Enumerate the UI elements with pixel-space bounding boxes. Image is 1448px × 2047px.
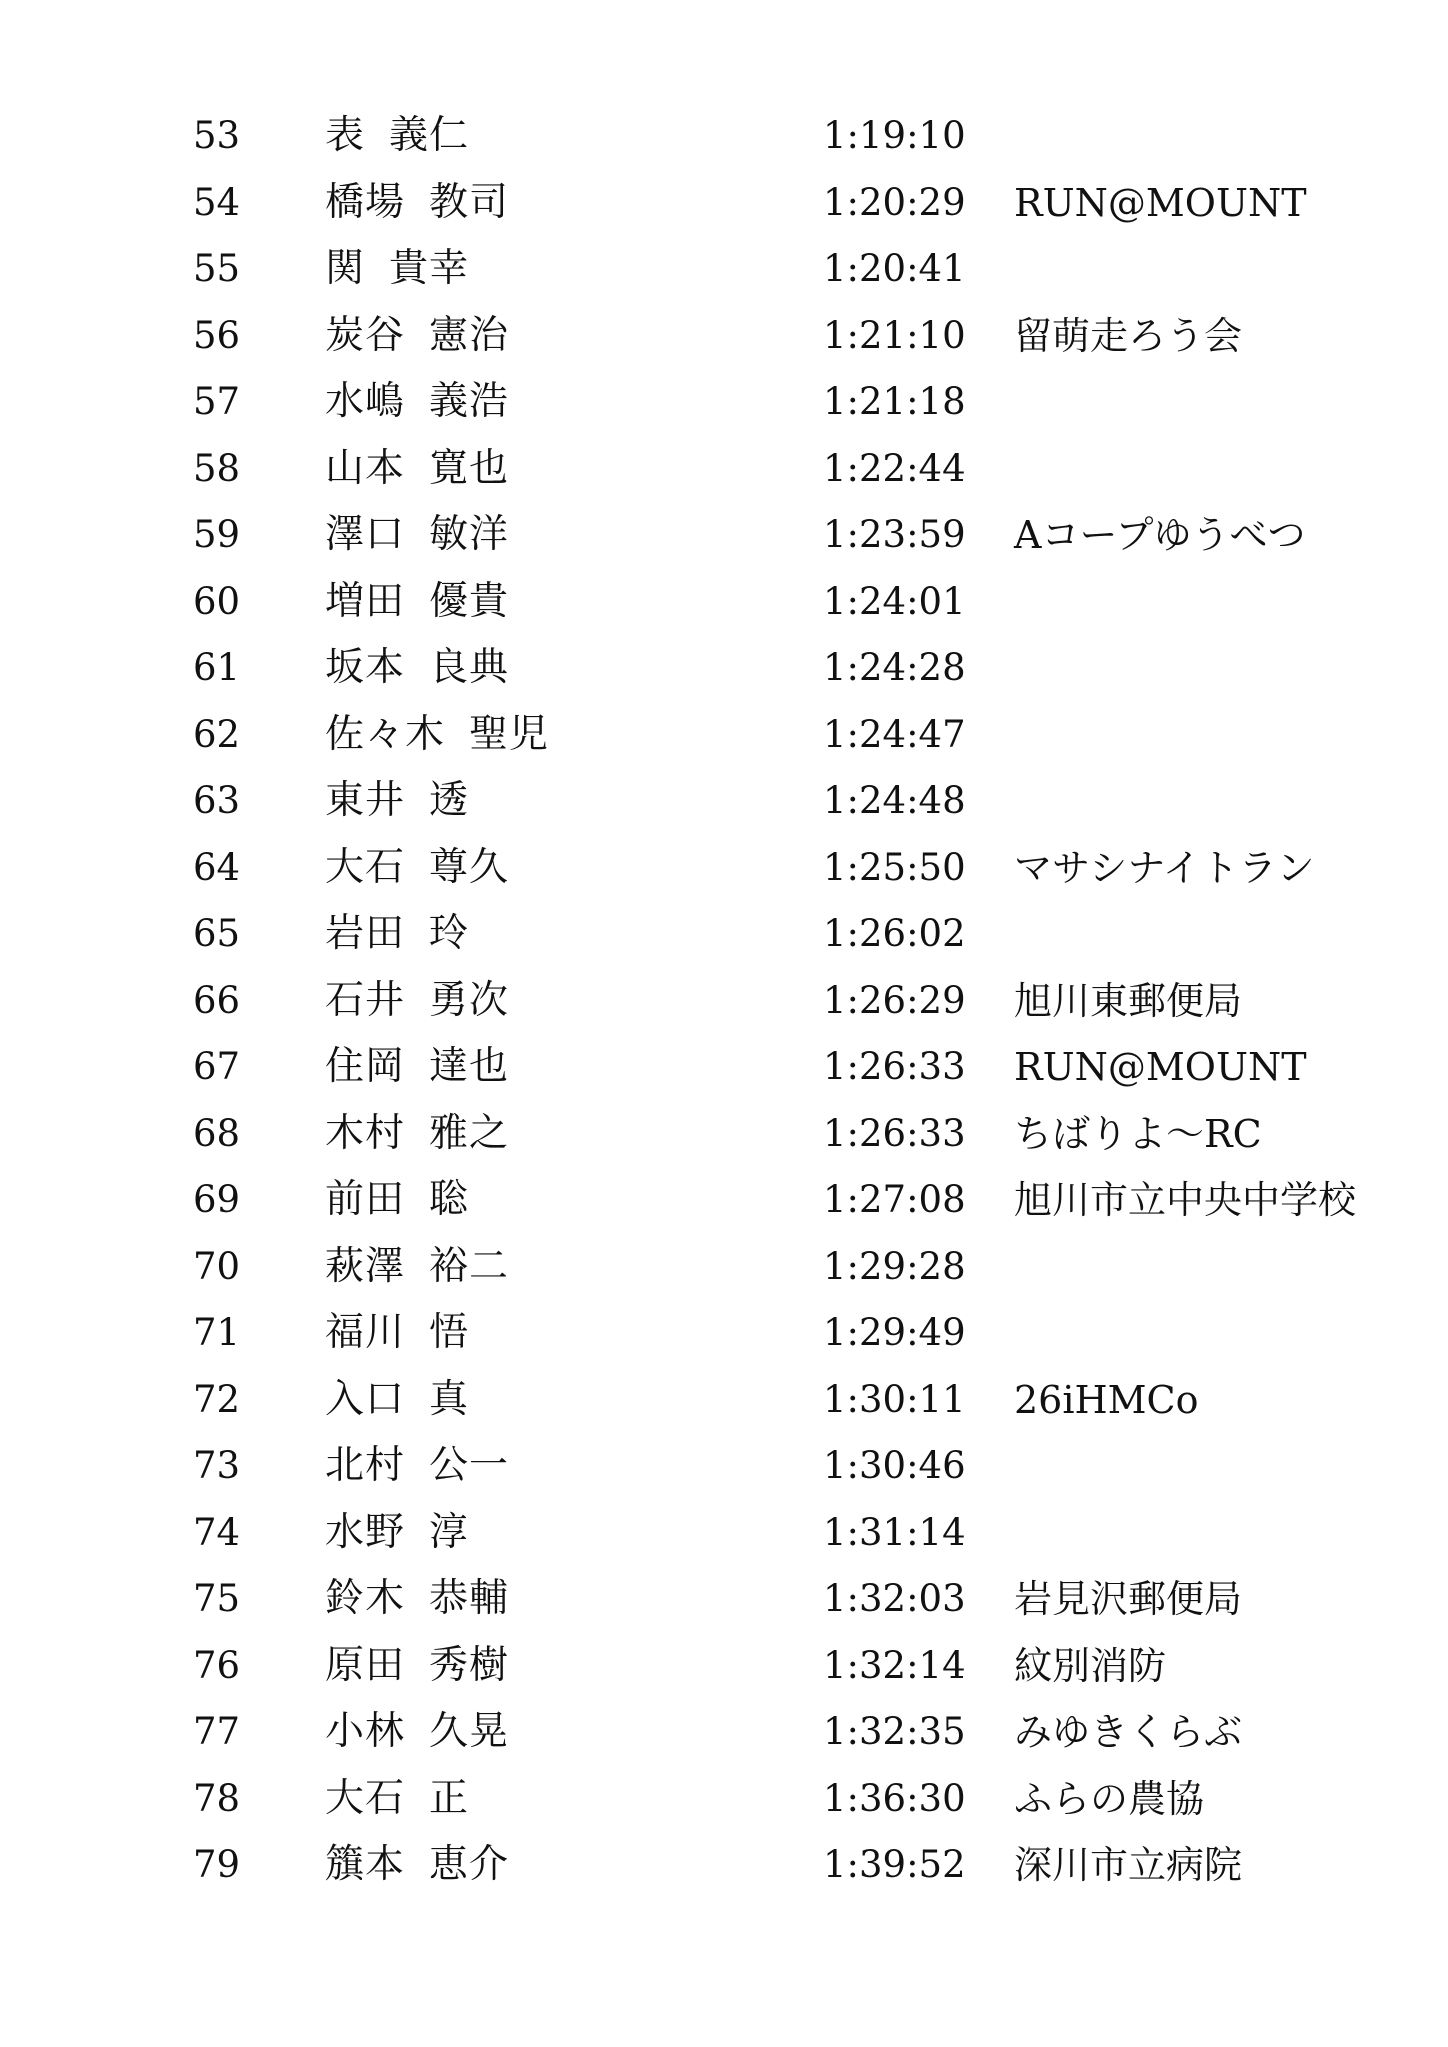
given-name: 教司	[429, 179, 510, 225]
given-name: 真	[429, 1376, 470, 1422]
finish-time: 1:26:33	[823, 1111, 966, 1155]
team-name: 留萌走ろう会	[1014, 313, 1243, 358]
runner-name	[325, 436, 509, 503]
family-name: 炭谷	[325, 312, 406, 358]
given-name: 正	[429, 1775, 470, 1821]
family-name: 石井	[325, 977, 406, 1023]
result-row	[0, 901, 1448, 968]
result-row	[0, 968, 1448, 1035]
result-row	[0, 1500, 1448, 1567]
family-name: 東井	[325, 778, 406, 823]
rank-number: 55	[193, 247, 241, 290]
results-list	[0, 103, 1448, 1899]
family-name: 萩澤	[325, 1243, 406, 1289]
given-name: 勇次	[429, 977, 510, 1023]
finish-time: 1:31:14	[823, 1510, 966, 1554]
finish-time: 1:32:14	[823, 1643, 966, 1687]
team-name: みゆきくらぶ	[1014, 1710, 1243, 1754]
given-name: 雅之	[429, 1110, 510, 1156]
family-name: 北村	[325, 1443, 406, 1488]
given-name: 寛也	[429, 445, 510, 491]
result-row	[0, 1101, 1448, 1168]
given-name: 久晃	[429, 1709, 510, 1754]
rank-number: 78	[193, 1776, 241, 1820]
rank-number: 74	[193, 1510, 241, 1554]
given-name: 悟	[429, 1310, 470, 1355]
runner-name	[325, 369, 509, 436]
family-name: 岩田	[325, 911, 406, 956]
given-name: 良典	[429, 645, 510, 690]
runner-name	[325, 502, 509, 569]
family-name: 水野	[325, 1509, 406, 1555]
given-name: 恵介	[429, 1842, 510, 1887]
finish-time: 1:26:33	[823, 1045, 966, 1088]
family-name: 入口	[325, 1376, 406, 1422]
rank-number: 77	[193, 1710, 241, 1753]
rank-number: 56	[193, 313, 241, 357]
runner-name	[325, 1433, 509, 1500]
runner-name	[325, 1300, 469, 1367]
given-name: 淳	[429, 1509, 470, 1555]
finish-time: 1:22:44	[823, 446, 966, 490]
rank-number: 68	[193, 1111, 241, 1155]
result-row	[0, 1367, 1448, 1434]
given-name: 敏洋	[429, 512, 510, 557]
given-name: 義仁	[389, 113, 470, 158]
rank-number: 70	[193, 1244, 241, 1288]
family-name: 坂本	[325, 645, 406, 690]
family-name: 関	[325, 246, 366, 291]
runner-name	[325, 1234, 509, 1301]
rank-number: 63	[193, 779, 241, 822]
runner-name	[325, 901, 469, 968]
finish-time: 1:29:49	[823, 1311, 966, 1354]
runner-name	[325, 236, 469, 303]
result-row	[0, 1633, 1448, 1700]
result-row	[0, 635, 1448, 702]
given-name: 聖児	[469, 711, 550, 757]
rank-number: 54	[193, 180, 241, 224]
family-name: 水嶋	[325, 379, 406, 424]
result-row	[0, 1566, 1448, 1633]
family-name: 増田	[325, 578, 406, 624]
rank-number: 60	[193, 579, 241, 623]
rank-number: 57	[193, 380, 241, 423]
team-name: 26iHMCo	[1014, 1377, 1199, 1422]
result-row	[0, 702, 1448, 769]
team-name: Aコープゆうべつ	[1014, 513, 1306, 557]
team-name: ふらの農協	[1014, 1776, 1205, 1821]
rank-number: 64	[193, 845, 241, 889]
runner-name	[325, 1766, 469, 1833]
finish-time: 1:23:59	[823, 513, 966, 556]
finish-time: 1:36:30	[823, 1776, 966, 1820]
result-row	[0, 569, 1448, 636]
finish-time: 1:30:46	[823, 1444, 966, 1487]
result-row	[0, 1034, 1448, 1101]
team-name: マサシナイトラン	[1014, 845, 1315, 890]
result-row	[0, 502, 1448, 569]
family-name: 木村	[325, 1110, 406, 1156]
given-name: 貴幸	[389, 246, 470, 291]
finish-time: 1:20:41	[823, 247, 966, 290]
result-row	[0, 1433, 1448, 1500]
family-name: 小林	[325, 1709, 406, 1754]
team-name: 旭川東郵便局	[1014, 978, 1243, 1023]
rank-number: 79	[193, 1843, 241, 1886]
given-name: 優貴	[429, 578, 510, 624]
family-name: 前田	[325, 1177, 406, 1222]
family-name: 佐々木	[325, 711, 446, 757]
finish-time: 1:19:10	[823, 114, 966, 157]
finish-time: 1:26:29	[823, 978, 966, 1022]
runner-name	[325, 1500, 469, 1567]
family-name: 原田	[325, 1642, 406, 1688]
finish-time: 1:24:47	[823, 712, 966, 756]
finish-time: 1:24:01	[823, 579, 966, 623]
family-name: 橋場	[325, 179, 406, 225]
runner-name	[325, 1367, 469, 1434]
given-name: 恭輔	[429, 1576, 510, 1621]
family-name: 福川	[325, 1310, 406, 1355]
given-name: 公一	[429, 1443, 510, 1488]
family-name: 表	[325, 113, 366, 158]
result-row	[0, 170, 1448, 237]
given-name: 達也	[429, 1044, 510, 1089]
result-row	[0, 303, 1448, 370]
rank-number: 72	[193, 1377, 241, 1421]
rank-number: 71	[193, 1311, 241, 1354]
result-row	[0, 436, 1448, 503]
finish-time: 1:24:28	[823, 646, 966, 689]
rank-number: 69	[193, 1178, 241, 1221]
team-name: RUN@MOUNT	[1014, 180, 1307, 225]
runner-name	[325, 1167, 469, 1234]
runner-name	[325, 103, 469, 170]
result-row	[0, 1167, 1448, 1234]
team-name: 紋別消防	[1014, 1643, 1167, 1688]
team-name: 岩見沢郵便局	[1014, 1577, 1243, 1621]
finish-time: 1:30:11	[823, 1377, 966, 1421]
family-name: 大石	[325, 844, 406, 890]
given-name: 裕二	[429, 1243, 510, 1289]
family-name: 鈴木	[325, 1576, 406, 1621]
rank-number: 58	[193, 446, 241, 490]
result-row	[0, 835, 1448, 902]
given-name: 義浩	[429, 379, 510, 424]
given-name: 尊久	[429, 844, 510, 890]
result-row	[0, 1832, 1448, 1899]
runner-name	[325, 1832, 509, 1899]
given-name: 透	[429, 778, 470, 823]
result-row	[0, 369, 1448, 436]
rank-number: 61	[193, 646, 241, 689]
finish-time: 1:24:48	[823, 779, 966, 822]
rank-number: 73	[193, 1444, 241, 1487]
result-row	[0, 1766, 1448, 1833]
family-name: 大石	[325, 1775, 406, 1821]
result-row	[0, 1234, 1448, 1301]
team-name: ちばりよ〜RC	[1014, 1111, 1262, 1156]
result-row	[0, 768, 1448, 835]
runner-name	[325, 702, 549, 769]
runner-name	[325, 635, 509, 702]
rank-number: 53	[193, 114, 241, 157]
finish-time: 1:27:08	[823, 1178, 966, 1221]
family-name: 山本	[325, 445, 406, 491]
runner-name	[325, 1566, 509, 1633]
runner-name	[325, 569, 509, 636]
given-name: 憲治	[429, 312, 510, 358]
result-row	[0, 1699, 1448, 1766]
finish-time: 1:20:29	[823, 180, 966, 224]
result-row	[0, 236, 1448, 303]
rank-number: 62	[193, 712, 241, 756]
team-name: 旭川市立中央中学校	[1014, 1178, 1357, 1222]
rank-number: 67	[193, 1045, 241, 1088]
family-name: 籏本	[325, 1842, 406, 1887]
finish-time: 1:26:02	[823, 912, 966, 955]
result-row	[0, 1300, 1448, 1367]
given-name: 玲	[429, 911, 470, 956]
family-name: 住岡	[325, 1044, 406, 1089]
runner-name	[325, 835, 509, 902]
given-name: 聡	[429, 1177, 470, 1222]
rank-number: 76	[193, 1643, 241, 1687]
finish-time: 1:32:35	[823, 1710, 966, 1753]
runner-name	[325, 1034, 509, 1101]
finish-time: 1:39:52	[823, 1843, 966, 1886]
runner-name	[325, 768, 469, 835]
rank-number: 66	[193, 978, 241, 1022]
runner-name	[325, 1699, 509, 1766]
runner-name	[325, 1633, 509, 1700]
runner-name	[325, 303, 509, 370]
given-name: 秀樹	[429, 1642, 510, 1688]
finish-time: 1:32:03	[823, 1577, 966, 1620]
rank-number: 65	[193, 912, 241, 955]
rank-number: 59	[193, 513, 241, 556]
family-name: 澤口	[325, 512, 406, 557]
team-name: RUN@MOUNT	[1014, 1045, 1307, 1089]
finish-time: 1:29:28	[823, 1244, 966, 1288]
runner-name	[325, 170, 509, 237]
finish-time: 1:21:18	[823, 380, 966, 423]
finish-time: 1:25:50	[823, 845, 966, 889]
rank-number: 75	[193, 1577, 241, 1620]
result-row	[0, 103, 1448, 170]
team-name: 深川市立病院	[1014, 1843, 1243, 1887]
runner-name	[325, 968, 509, 1035]
runner-name	[325, 1101, 509, 1168]
finish-time: 1:21:10	[823, 313, 966, 357]
